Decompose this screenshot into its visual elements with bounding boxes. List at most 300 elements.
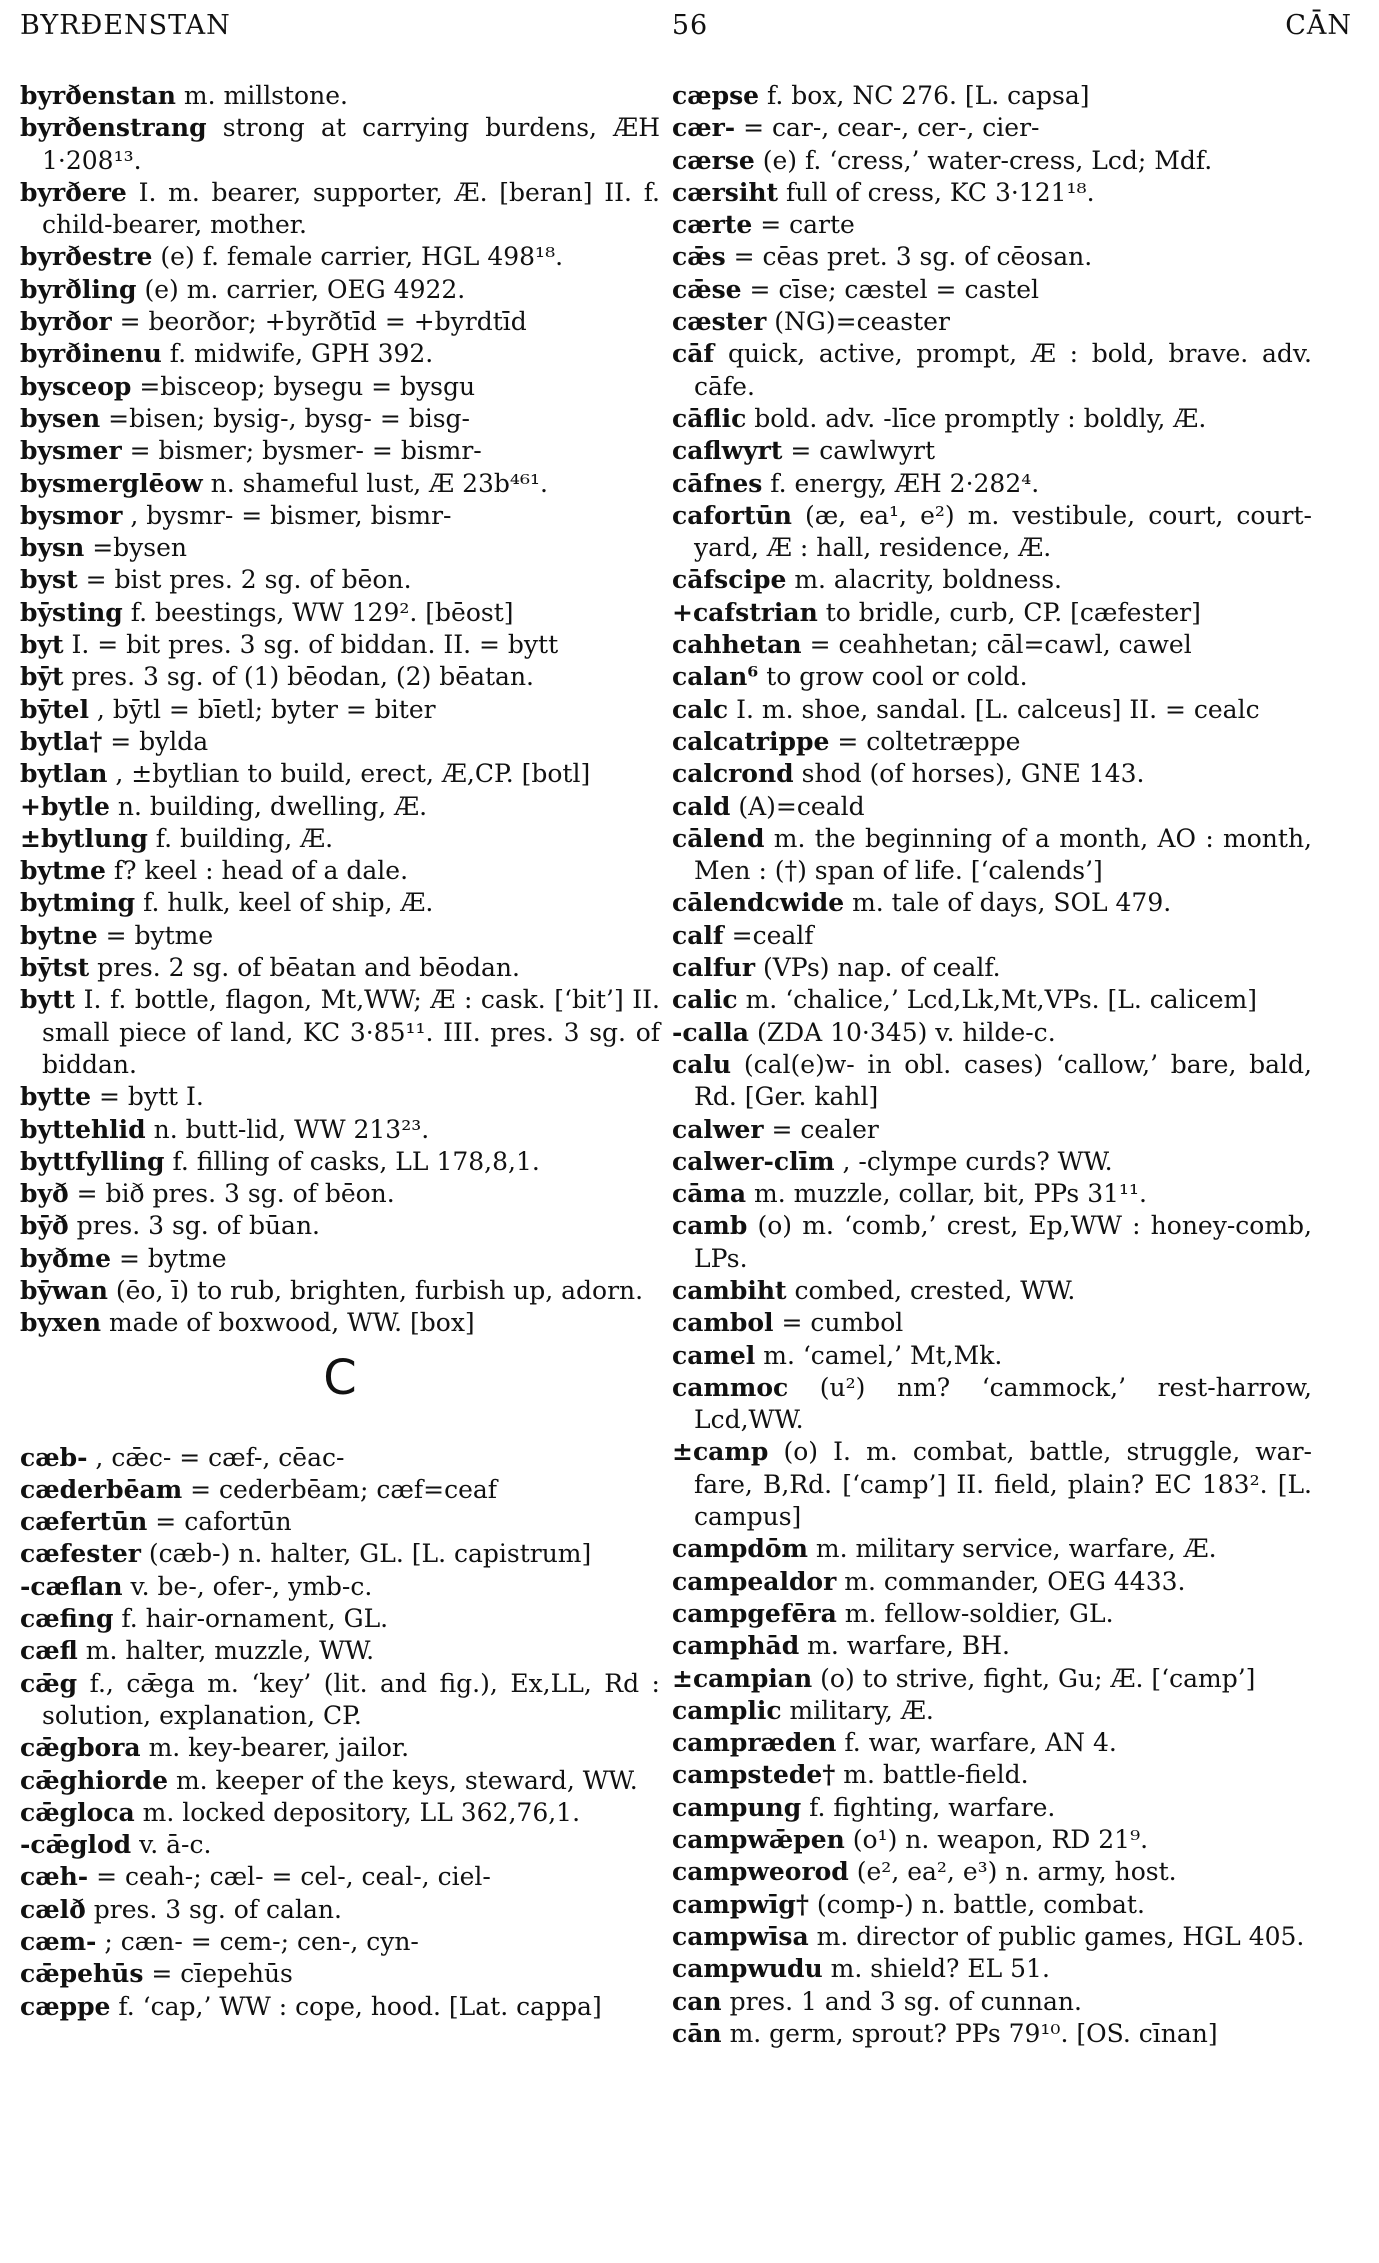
dictionary-entry (20, 1797, 660, 1829)
dictionary-entry (672, 1953, 1312, 1985)
entry-definition: m. muzzle, collar, bit, PPs 31¹¹. (754, 1179, 1147, 1209)
entry-definition: pres. 3 sg. of calan. (93, 1894, 342, 1924)
entry-definition: pres. 3 sg. of būan. (76, 1211, 320, 1241)
dictionary-entry (20, 1894, 660, 1926)
entry-headword: campweorod (672, 1857, 849, 1887)
dictionary-entry (20, 468, 660, 500)
dictionary-entry (672, 1049, 1312, 1114)
entry-definition: m. tale of days, SOL 479. (852, 888, 1172, 918)
entry-definition: (ēo, ī) to rub, brighten, furbish up, adorn. (115, 1275, 644, 1305)
dictionary-entry (672, 984, 1312, 1016)
entry-definition: = ceah-; cæl- = cel-, ceal-, ciel- (96, 1862, 491, 1892)
entry-definition: made of boxwood, WW. [box] (108, 1308, 475, 1338)
entry-headword: camb (672, 1211, 748, 1241)
entry-headword: cæfl (20, 1636, 78, 1666)
dictionary-entry (672, 1017, 1312, 1049)
entry-definition: I. = bit pres. 3 sg. of biddan. II. = bytt (71, 630, 559, 660)
entry-headword: byð (20, 1179, 69, 1209)
dictionary-entry (672, 1210, 1312, 1275)
entry-headword: cǣgbora (20, 1733, 141, 1763)
entry-headword: campwudu (672, 1954, 823, 1984)
entry-definition: , ±bytlian to build, erect, Æ,CP. [botl] (115, 759, 591, 789)
entry-definition: =bisen; bysig-, bysg- = bisg- (108, 403, 470, 433)
dictionary-entry (672, 112, 1312, 144)
entry-definition: (e) m. carrier, OEG 4922. (144, 274, 466, 304)
dictionary-entry (672, 1759, 1312, 1791)
dictionary-entry (20, 500, 660, 532)
entry-headword: bysen (20, 403, 101, 433)
dictionary-entry (20, 1146, 660, 1178)
entry-headword: bȳt (20, 662, 64, 692)
entry-headword: cǣgloca (20, 1797, 135, 1827)
entry-definition: m. keeper of the keys, steward, WW. (175, 1765, 638, 1795)
entry-definition: (e², ea², e³) n. army, host. (856, 1857, 1177, 1887)
entry-headword: bytne (20, 920, 98, 950)
dictionary-entry (20, 112, 660, 177)
left-c-entries (20, 1442, 660, 2023)
entry-headword: cāf (672, 339, 715, 369)
entry-headword: cælð (20, 1894, 86, 1924)
entry-headword: bȳtst (20, 953, 90, 983)
dictionary-entry (672, 952, 1312, 984)
entry-headword: bytme (20, 856, 106, 886)
entry-headword: byttehlid (20, 1114, 146, 1144)
dictionary-entry (672, 564, 1312, 596)
entry-definition: n. building, dwelling, Æ. (117, 791, 428, 821)
entry-headword: campwīg† (672, 1889, 809, 1919)
entry-definition: to grow cool or cold. (766, 662, 1028, 692)
entry-definition: = bytt I. (98, 1082, 204, 1112)
entry-headword: +bytle (20, 791, 110, 821)
entry-headword: cāma (672, 1179, 747, 1209)
entry-headword: -cǣglod (20, 1830, 132, 1860)
dictionary-entry (20, 1307, 660, 1339)
entry-definition: (o) m. ‘comb,’ crest, Ep,WW : honey-comb, LPs. (694, 1211, 1313, 1273)
entry-headword: bytt (20, 985, 76, 1015)
entry-definition: m. military service, warfare, Æ. (815, 1534, 1217, 1564)
dictionary-entry (20, 1958, 660, 1990)
entry-definition: = car-, cear-, cer-, cier- (743, 113, 1040, 143)
entry-headword: bȳð (20, 1211, 69, 1241)
entry-headword: cærse (672, 145, 755, 175)
dictionary-entry (672, 403, 1312, 435)
entry-definition: pres. 3 sg. of (1) bēodan, (2) bēatan. (71, 662, 534, 692)
dictionary-entry (20, 661, 660, 693)
dictionary-entry (20, 920, 660, 952)
entry-headword: cærsiht (672, 177, 779, 207)
entry-definition: =bisceop; bysegu = bysgu (139, 371, 476, 401)
entry-headword: calan⁶ (672, 662, 759, 692)
entry-headword: cæpse (672, 81, 760, 110)
entry-headword: cǣghiorde (20, 1765, 168, 1795)
dictionary-entry (672, 1307, 1312, 1339)
entry-definition: = bið pres. 3 sg. of bēon. (76, 1179, 395, 1209)
dictionary-entry (20, 1732, 660, 1764)
entry-definition: (VPs) nap. of cealf. (762, 953, 1001, 983)
entry-definition: m. shield? EL 51. (830, 1954, 1050, 1984)
entry-headword: cæfertūn (20, 1507, 148, 1537)
entry-headword: byrðling (20, 274, 137, 304)
entry-definition: f. war, warfare, AN 4. (844, 1728, 1117, 1758)
entry-headword: byrðinenu (20, 339, 162, 369)
entry-definition: (o) I. m. combat, battle, struggle, war-fare, B,Rd. [‘camp’] II. field, plain? EC 183². [L. campus] (694, 1437, 1312, 1532)
entry-headword: bȳwan (20, 1275, 108, 1305)
entry-definition: m. fellow-soldier, GL. (844, 1598, 1114, 1628)
dictionary-entry (672, 791, 1312, 823)
entry-definition: (e) f. female carrier, HGL 498¹⁸. (160, 242, 564, 272)
entry-definition: = bismer; bysmer- = bismr- (129, 436, 482, 466)
entry-definition: v. be-, ofer-, ymb-c. (130, 1571, 373, 1601)
entry-definition: =bysen (92, 533, 188, 563)
entry-definition: , bȳtl = bīetl; byter = biter (96, 694, 436, 724)
entry-definition: = cealer (771, 1114, 879, 1144)
dictionary-entry (20, 1210, 660, 1242)
entry-headword: cāflic (672, 403, 747, 433)
entry-headword: -calla (672, 1017, 749, 1047)
entry-definition: bold. adv. -līce promptly : boldly, Æ. (754, 403, 1207, 433)
entry-headword: campealdor (672, 1566, 837, 1596)
entry-definition: pres. 2 sg. of bēatan and bēodan. (97, 953, 520, 983)
entry-headword: bysmerglēow (20, 468, 203, 498)
entry-definition: I. m. bearer, supporter, Æ. [beran] II. f. child-bearer, mother. (42, 177, 661, 240)
dictionary-entry (672, 1533, 1312, 1565)
entry-definition: to bridle, curb, CP. [cæfester] (825, 597, 1201, 627)
entry-headword: -cæflan (20, 1571, 123, 1601)
entry-definition: (æ, ea¹, e²) m. vestibule, court, court-yard, Æ : hall, residence, Æ. (694, 500, 1312, 563)
dictionary-entry (20, 80, 660, 112)
entry-headword: campwǣpen (672, 1825, 845, 1855)
entry-headword: camphād (672, 1631, 800, 1661)
entry-definition: = bylda (110, 726, 209, 756)
entry-definition: m. locked depository, LL 362,76,1. (142, 1797, 581, 1827)
dictionary-entry (672, 1663, 1312, 1695)
entry-definition: f. hair-ornament, GL. (121, 1604, 389, 1634)
section-letter: C (323, 1349, 357, 1406)
entry-definition: = cederbēam; cæf=ceaf (190, 1474, 498, 1504)
dictionary-entry (20, 1829, 660, 1861)
entry-headword: bytla† (20, 726, 103, 756)
entry-definition: , bysmr- = bismer, bismr- (130, 500, 452, 530)
entry-definition: f. hulk, keel of ship, Æ. (143, 888, 434, 918)
dictionary-entry (672, 1792, 1312, 1824)
entry-headword: +cafstrian (672, 597, 818, 627)
entry-definition: full of cress, KC 3·121¹⁸. (786, 177, 1095, 207)
entry-definition: = bytme (105, 920, 214, 950)
entry-definition: (e) f. ‘cress,’ water-cress, Lcd; Mdf. (762, 145, 1213, 175)
dictionary-entry (672, 209, 1312, 241)
right-column (672, 80, 1312, 2050)
entry-definition: , -clympe curds? WW. (842, 1146, 1113, 1176)
dictionary-entry (20, 1571, 660, 1603)
entry-headword: cæppe (20, 1991, 111, 2021)
dictionary-entry (672, 1630, 1312, 1662)
dictionary-entry (20, 887, 660, 919)
dictionary-entry (672, 726, 1312, 758)
dictionary-entry (20, 1442, 660, 1474)
entry-definition: (cæb-) n. halter, GL. [L. capistrum] (148, 1539, 592, 1569)
entry-definition: m. halter, muzzle, WW. (85, 1636, 375, 1666)
entry-definition: = cīse; cæstel = castel (749, 274, 1040, 304)
entry-headword: campræden (672, 1728, 837, 1758)
dictionary-entry (20, 564, 660, 596)
entry-headword: cæster (672, 307, 767, 337)
entry-headword: cālendcwide (672, 888, 845, 918)
dictionary-entry (672, 80, 1312, 112)
entry-headword: bysceop (20, 371, 132, 401)
dictionary-entry (672, 629, 1312, 661)
entry-definition: shod (of horses), GNE 143. (801, 759, 1145, 789)
entry-definition: = ceahhetan; cāl=cawl, cawel (809, 630, 1192, 660)
dictionary-entry (20, 1991, 660, 2023)
entry-definition: f. energy, ÆH 2·282⁴. (770, 468, 1040, 498)
dictionary-entry (20, 306, 660, 338)
dictionary-entry (672, 597, 1312, 629)
entry-headword: cæfing (20, 1604, 114, 1634)
dictionary-entry (20, 726, 660, 758)
dictionary-entry (672, 338, 1312, 403)
dictionary-entry (20, 1243, 660, 1275)
dictionary-entry (20, 1861, 660, 1893)
entry-headword: byrðestre (20, 242, 153, 272)
dictionary-entry (20, 1538, 660, 1570)
entry-headword: calf (672, 920, 724, 950)
dictionary-entry (20, 371, 660, 403)
entry-headword: byðme (20, 1243, 112, 1273)
entry-definition: n. shameful lust, Æ 23b⁴⁶¹. (210, 468, 548, 498)
entry-headword: cān (672, 2018, 722, 2048)
entry-headword: cahhetan (672, 630, 802, 660)
entry-definition: quick, active, prompt, Æ : bold, brave. adv. cāfe. (694, 339, 1313, 401)
running-header (20, 10, 1360, 54)
dictionary-entry (20, 952, 660, 984)
entry-headword: ±campian (672, 1663, 813, 1693)
entry-definition: combed, crested, WW. (794, 1275, 1076, 1305)
entry-headword: calwer (672, 1114, 764, 1144)
dictionary-entry (672, 1372, 1312, 1437)
dictionary-entry (20, 791, 660, 823)
entry-definition: m. the beginning of a month, AO : month, Men : (†) span of life. [‘calends’] (694, 823, 1313, 886)
entry-definition: m. millstone. (183, 81, 348, 110)
entry-headword: cambol (672, 1308, 774, 1338)
entry-definition: military, Æ. (789, 1695, 934, 1725)
entry-headword: cær- (672, 113, 736, 143)
dictionary-entry (20, 694, 660, 726)
entry-headword: cāfscipe (672, 565, 787, 595)
dictionary-entry (672, 2018, 1312, 2050)
dictionary-entry (672, 887, 1312, 919)
entry-definition: m. director of public games, HGL 405. (816, 1921, 1305, 1951)
dictionary-entry (672, 920, 1312, 952)
entry-definition: m. alacrity, boldness. (794, 565, 1062, 595)
dictionary-entry (672, 468, 1312, 500)
entry-definition: f. ‘cap,’ WW : cope, hood. [Lat. cappa] (118, 1991, 602, 2021)
entry-definition: = cīepehūs (151, 1959, 293, 1989)
dictionary-entry (672, 1986, 1312, 2018)
dictionary-entry (672, 1275, 1312, 1307)
dictionary-entry (20, 1506, 660, 1538)
entry-definition: I. m. shoe, sandal. [L. calceus] II. = cealc (736, 694, 1260, 724)
entry-definition: = cumbol (781, 1308, 904, 1338)
entry-headword: bysmor (20, 500, 123, 530)
entry-headword: cæh- (20, 1862, 89, 1892)
dictionary-entry (20, 1178, 660, 1210)
dictionary-entry (672, 241, 1312, 273)
dictionary-entry (20, 1765, 660, 1797)
dictionary-entry (20, 758, 660, 790)
entry-headword: cālend (672, 823, 765, 853)
header-right-guideword: CĀN (1285, 10, 1352, 41)
entry-headword: bysmer (20, 436, 122, 466)
entry-headword: byst (20, 565, 78, 595)
entry-definition: n. butt-lid, WW 213²³. (153, 1114, 430, 1144)
entry-definition: f. filling of casks, LL 178,8,1. (172, 1146, 540, 1176)
dictionary-entry (20, 1926, 660, 1958)
dictionary-entry (20, 823, 660, 855)
entry-definition: (comp-) n. battle, combat. (816, 1889, 1145, 1919)
entry-headword: calc (672, 694, 729, 724)
entry-definition: (o¹) n. weapon, RD 21⁹. (852, 1825, 1149, 1855)
entry-headword: calic (672, 985, 738, 1015)
entry-headword: campwīsa (672, 1921, 809, 1951)
dictionary-entry (20, 1603, 660, 1635)
entry-headword: cæfester (20, 1539, 141, 1569)
entry-headword: cæm- (20, 1927, 97, 1957)
entry-definition: strong at carrying burdens, ÆH 1·208¹³. (42, 113, 661, 175)
entry-definition: = cawlwyrt (790, 436, 936, 466)
entry-headword: bytlan (20, 759, 108, 789)
dictionary-entry (672, 1340, 1312, 1372)
entry-definition: = cēas pret. 3 sg. of cēosan. (733, 242, 1093, 272)
dictionary-entry (20, 855, 660, 887)
entry-headword: bȳsting (20, 597, 123, 627)
entry-definition: f. box, NC 276. [L. capsa] (767, 81, 1090, 110)
dictionary-entry (20, 274, 660, 306)
dictionary-entry (672, 694, 1312, 726)
entry-headword: byrðor (20, 307, 112, 337)
entry-definition: =cealf (731, 920, 814, 950)
dictionary-entry (20, 1081, 660, 1113)
dictionary-entry (20, 1114, 660, 1146)
dictionary-entry (672, 1566, 1312, 1598)
entry-definition: m. battle-field. (843, 1760, 1029, 1790)
entry-headword: cafortūn (672, 500, 792, 530)
entry-headword: cambiht (672, 1275, 787, 1305)
entry-headword: byxen (20, 1308, 101, 1338)
left-column (20, 80, 660, 2023)
dictionary-entry (672, 1856, 1312, 1888)
dictionary-entry (20, 177, 660, 242)
dictionary-entry (672, 177, 1312, 209)
entry-headword: bytming (20, 888, 136, 918)
dictionary-entry (672, 823, 1312, 888)
entry-definition: = carte (760, 210, 855, 240)
dictionary-entry (20, 1474, 660, 1506)
entry-definition: = bist pres. 2 sg. of bēon. (85, 565, 412, 595)
entry-definition: = coltetræppe (837, 726, 1021, 756)
dictionary-entry (672, 758, 1312, 790)
dictionary-entry (672, 1695, 1312, 1727)
entry-headword: can (672, 1986, 722, 2016)
dictionary-entry (672, 500, 1312, 565)
entry-definition: (u²) nm? ‘cammock,’ rest-harrow, Lcd,WW. (694, 1372, 1312, 1435)
entry-definition: (cal(e)w- in obl. cases) ‘callow,’ bare, bald, Rd. [Ger. kahl] (694, 1049, 1312, 1112)
entry-headword: camplic (672, 1695, 782, 1725)
entry-headword: camel (672, 1340, 756, 1370)
entry-headword: bytte (20, 1082, 92, 1112)
entry-headword: calcatrippe (672, 726, 830, 756)
entry-headword: ±bytlung (20, 823, 148, 853)
entry-definition: (NG)=ceaster (774, 307, 950, 337)
entry-headword: bȳtel (20, 694, 89, 724)
dictionary-entry (20, 1668, 660, 1733)
entry-definition: I. f. bottle, flagon, Mt,WW; Æ : cask. [‘bit’] II. small piece of land, KC 3·85¹¹. III. pres. 3 sg. of biddan. (42, 985, 661, 1079)
entry-definition: m. warfare, BH. (807, 1631, 1010, 1661)
left-entries (20, 80, 660, 1340)
entry-definition: = bytme (119, 1243, 227, 1273)
dictionary-entry (672, 1824, 1312, 1856)
entry-definition: m. germ, sprout? PPs 79¹⁰. [OS. cīnan] (729, 2018, 1218, 2048)
entry-headword: campgefēra (672, 1598, 837, 1628)
dictionary-entry (20, 1275, 660, 1307)
entry-definition: m. commander, OEG 4433. (844, 1566, 1186, 1596)
entry-headword: cāfnes (672, 468, 763, 498)
entry-headword: cærte (672, 210, 753, 240)
entry-headword: ±camp (672, 1437, 769, 1467)
entry-definition: f. midwife, GPH 392. (169, 339, 434, 369)
entry-headword: cǣs (672, 242, 726, 272)
dictionary-entry (672, 1727, 1312, 1759)
dictionary-entry (20, 1635, 660, 1667)
dictionary-entry (20, 435, 660, 467)
dictionary-entry (20, 984, 660, 1081)
entry-headword: cǣg (20, 1668, 78, 1698)
dictionary-entry (672, 1921, 1312, 1953)
dictionary-entry (20, 532, 660, 564)
entry-headword: cǣse (672, 274, 742, 304)
entry-definition: f. building, Æ. (155, 823, 334, 853)
entry-headword: bysn (20, 533, 85, 563)
dictionary-entry (672, 1436, 1312, 1533)
entry-headword: calfur (672, 953, 756, 983)
dictionary-entry (672, 435, 1312, 467)
entry-headword: byt (20, 630, 64, 660)
entry-definition: (ZDA 10·345) v. hilde-c. (756, 1017, 1056, 1047)
entry-headword: byrðere (20, 177, 127, 207)
dictionary-entry (672, 1598, 1312, 1630)
dictionary-entry (672, 274, 1312, 306)
dictionary-entry (672, 1146, 1312, 1178)
dictionary-entry (20, 629, 660, 661)
entry-definition: , cǣc- = cæf-, cēac- (95, 1442, 345, 1472)
entry-definition: = beorðor; +byrðtīd = +byrdtīd (119, 307, 527, 337)
entry-headword: calcrond (672, 759, 794, 789)
entry-headword: calwer-clīm (672, 1146, 835, 1176)
entry-definition: f. fighting, warfare. (809, 1792, 1056, 1822)
dictionary-entry (672, 1114, 1312, 1146)
entry-definition: m. ‘chalice,’ Lcd,Lk,Mt,VPs. [L. calicem] (745, 985, 1257, 1015)
entry-definition: ; cæn- = cem-; cen-, cyn- (104, 1927, 419, 1957)
entry-headword: campung (672, 1792, 802, 1822)
entry-definition: (A)=ceald (738, 791, 865, 821)
dictionary-entry (672, 661, 1312, 693)
entry-definition: pres. 1 and 3 sg. of cunnan. (729, 1986, 1082, 2016)
entry-definition: f., cǣga m. ‘key’ (lit. and fig.), Ex,LL, Rd : solution, explanation, CP. (42, 1668, 660, 1730)
entry-definition: f? keel : head of a dale. (113, 856, 409, 886)
entry-headword: caflwyrt (672, 436, 783, 466)
entry-headword: calu (672, 1049, 732, 1079)
page-number: 56 (671, 10, 709, 41)
entry-headword: byrðenstan (20, 81, 176, 110)
